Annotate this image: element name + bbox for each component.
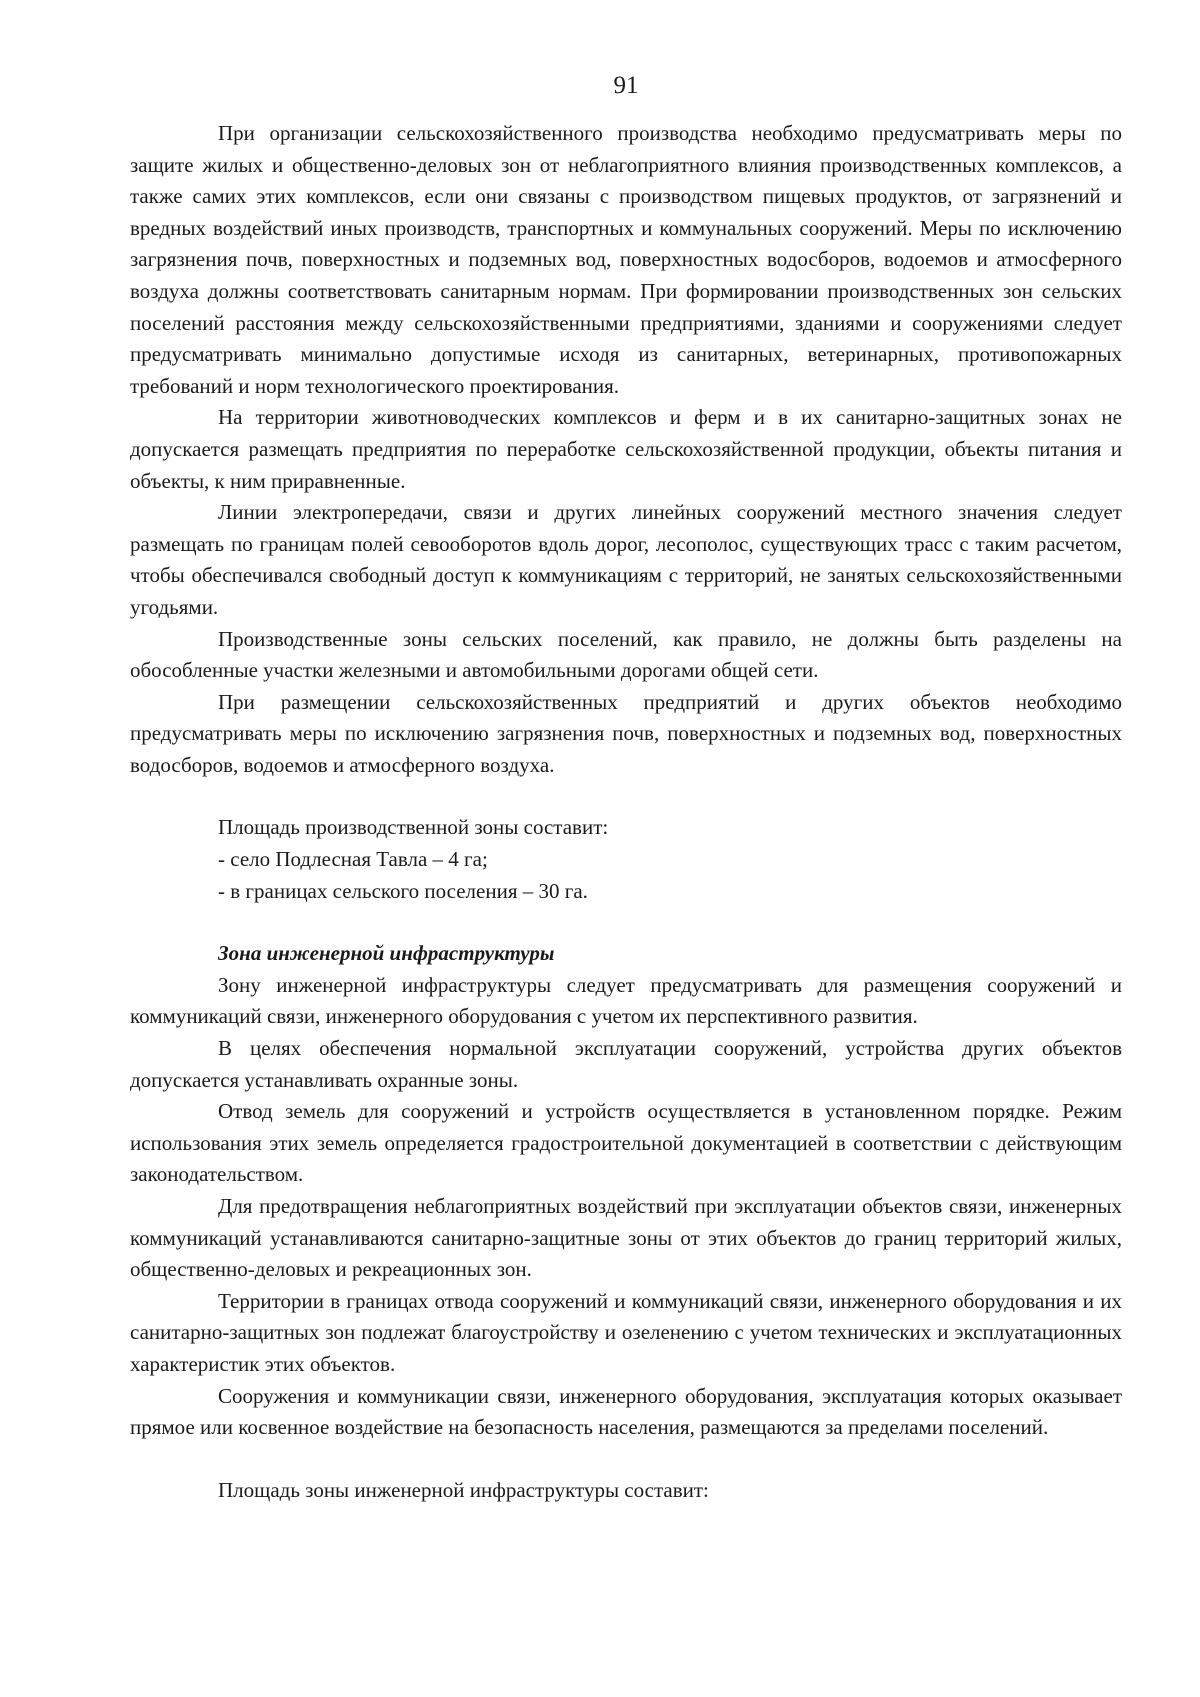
paragraph: Линии электропередачи, связи и других линейных сооружений местного значения следует размещать по границам полей севооборотов вдоль дорог, лесополос, существующих трасс с таким расчетом, чтобы обеспечивался свободный доступ к коммуникациям с территорий, не занятых сельскохозяйственными угодьями. — [130, 500, 1122, 619]
paragraph: Для предотвращения неблагоприятных воздействий при эксплуатации объектов связи, инженерных коммуникаций устанавливаются санитарно-защитные зоны от этих объектов до границ территорий жилых, общественно-деловых и рекреационных зон. — [130, 1194, 1122, 1282]
paragraph: В целях обеспечения нормальной эксплуатации сооружений, устройства других объектов допускается устанавливать охранные зоны. — [130, 1036, 1122, 1092]
paragraph: Производственные зоны сельских поселений, как правило, не должны быть разделены на обособленные участки железными и автомобильными дорогами общей сети. — [130, 626, 1122, 683]
page-number: 91 — [613, 72, 639, 99]
section-heading: Зона инженерной инфраструктуры — [218, 941, 555, 966]
paragraph: При организации сельскохозяйственного производства необходимо предусматривать меры по защите жилых и общественно-деловых зон от неблагоприятного влияния производственных комплексов, а также самих этих комплексов, если они связаны с производством пищевых продуктов, от загрязнений и вредных воздействий иных производств, транспортных и коммунальных сооружений. Меры по исключению загрязнения почв, поверхностных и подземных вод, поверхностных водосборов, водоемов и атмосферного воздуха должны соответствовать санитарным нормам. При формировании производственных зон сельских поселений расстояния между сельскохозяйственными предприятиями, зданиями и сооружениями следует предусматривать минимально допустимые исходя из санитарных, ветеринарных, противопожарных требований и норм технологического проектирования. — [130, 121, 1122, 398]
engineering-zone-section — [130, 938, 1122, 1506]
spacer — [130, 1444, 1122, 1475]
paragraph: На территории животноводческих комплексов и ферм и в их санитарно-защитных зонах не допускается размещать предприятия по переработке сельскохозяйственной продукции, объекты питания и объекты, к ним приравненные. — [130, 405, 1122, 493]
area-intro: Площадь производственной зоны составит: — [218, 815, 609, 840]
paragraph: Отвод земель для сооружений и устройств осуществляется в установленном порядке. Режим использования этих земель определяется градостроительной документацией в соответствии с действующим законодательством. — [130, 1099, 1122, 1187]
area-item: - село Подлесная Тавла – 4 га; — [218, 847, 488, 872]
paragraph: При размещении сельскохозяйственных предприятий и других объектов необходимо предусматривать меры по исключению загрязнения почв, поверхностных и подземных вод, поверхностных водосборов, водоемов и атмосферного воздуха. — [130, 689, 1122, 777]
production-zone-section — [130, 118, 1122, 907]
paragraph: Сооружения и коммуникации связи, инженерного оборудования, эксплуатация которых оказывает прямое или косвенное воздействие на безопасность населения, размещаются за пределами поселений. — [130, 1383, 1122, 1440]
document-page — [130, 70, 1122, 1506]
paragraph: Зону инженерной инфраструктуры следует предусматривать для размещения сооружений и коммуникаций связи, инженерного оборудования с учетом их перспективного развития. — [130, 972, 1122, 1029]
spacer — [130, 907, 1122, 938]
area-intro: Площадь зоны инженерной инфраструктуры составит: — [218, 1477, 709, 1502]
spacer — [130, 781, 1122, 812]
paragraph: Территории в границах отвода сооружений и коммуникаций связи, инженерного оборудования и их санитарно-защитных зон подлежат благоустройству и озеленению с учетом технических и эксплуатационных характеристик этих объектов. — [130, 1288, 1122, 1376]
area-item: - в границах сельского поселения – 30 га. — [218, 878, 588, 903]
